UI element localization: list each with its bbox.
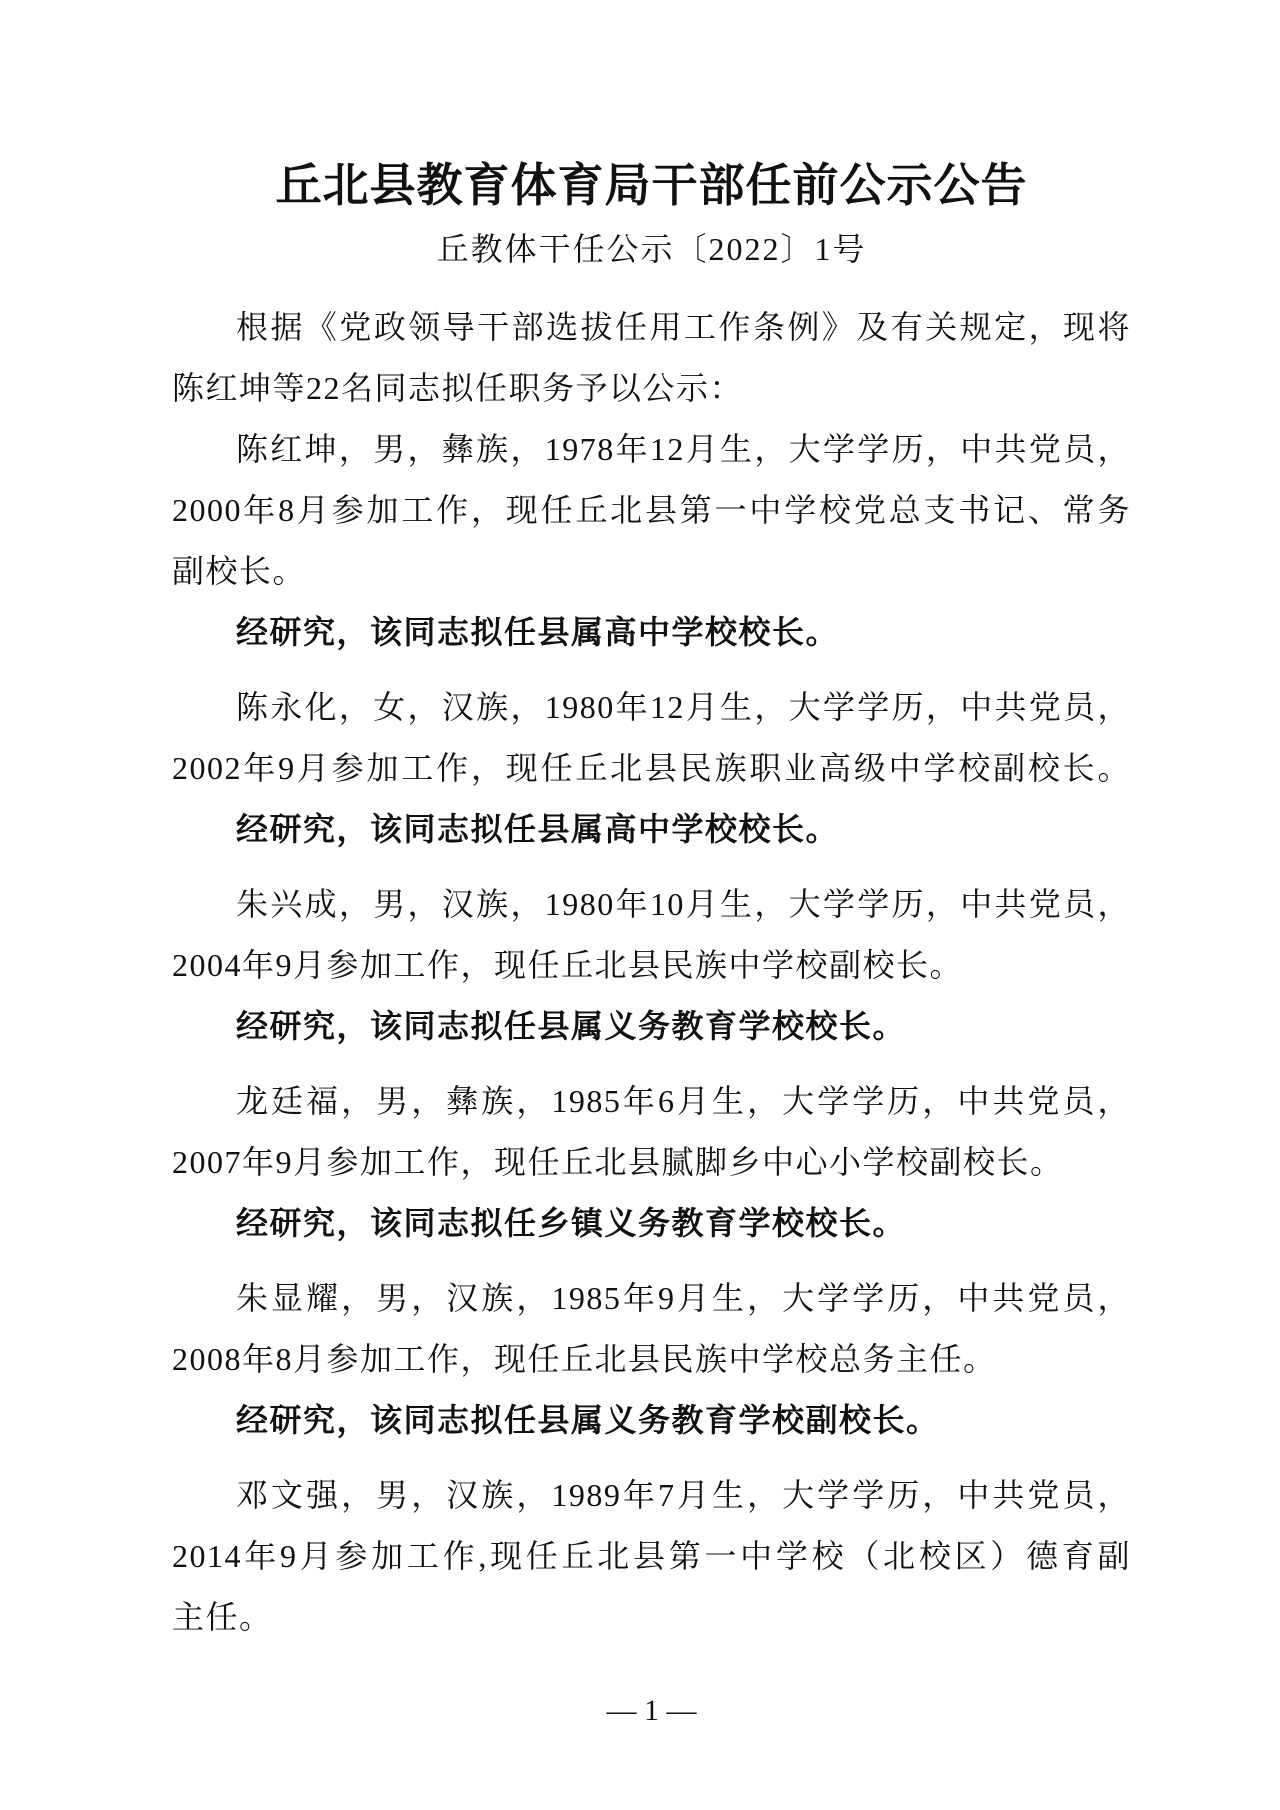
decision-line: 经研究，该同志拟任县属义务教育学校校长。 bbox=[236, 1008, 907, 1044]
document-body bbox=[172, 297, 1131, 1648]
candidate-profile-line: 2008年8月参加工作，现任丘北县民族中学校总务主任。 bbox=[172, 1341, 997, 1377]
candidate-block bbox=[172, 419, 1131, 663]
decision-line: 经研究，该同志拟任县属高中学校校长。 bbox=[236, 811, 840, 847]
candidate-profile-line: 朱兴成，男，汉族，1980年10月生，大学学历，中共党员， bbox=[236, 886, 1131, 922]
candidate-profile-line: 2007年9月参加工作，现任丘北县腻脚乡中心小学校副校长。 bbox=[172, 1144, 1064, 1180]
candidate-block bbox=[172, 677, 1131, 860]
decision-line: 经研究，该同志拟任乡镇义务教育学校校长。 bbox=[236, 1205, 907, 1241]
candidate-profile-line: 2000年8月参加工作，现任丘北县第一中学校党总支书记、常务 bbox=[172, 492, 1131, 528]
page-number: — 1 — bbox=[606, 1694, 697, 1727]
intro-line: 根据《党政领导干部选拔任用工作条例》及有关规定，现将 bbox=[236, 309, 1131, 345]
candidate-block bbox=[172, 874, 1131, 1057]
candidate-profile-line: 陈永化，女，汉族，1980年12月生，大学学历，中共党员， bbox=[236, 689, 1131, 725]
intro-line: 陈红坤等22名同志拟任职务予以公示： bbox=[172, 370, 744, 406]
document-number: 丘教体干任公示〔2022〕1号 bbox=[436, 231, 867, 267]
candidate-block bbox=[172, 1071, 1131, 1254]
candidate-profile-line: 龙廷福，男，彝族，1985年6月生，大学学历，中共党员， bbox=[236, 1083, 1131, 1119]
candidate-profile-line: 朱显耀，男，汉族，1985年9月生，大学学历，中共党员， bbox=[236, 1280, 1131, 1316]
candidate-profile-line: 2004年9月参加工作，现任丘北县民族中学校副校长。 bbox=[172, 947, 964, 983]
candidate-block bbox=[172, 1465, 1131, 1648]
candidate-profile-line: 2002年9月参加工作，现任丘北县民族职业高级中学校副校长。 bbox=[172, 750, 1131, 786]
candidate-profile-line: 2014年9月参加工作,现任丘北县第一中学校（北校区）德育副 bbox=[172, 1538, 1131, 1574]
candidate-profile-line: 副校长。 bbox=[172, 553, 307, 589]
intro-paragraph bbox=[172, 297, 1131, 419]
decision-line: 经研究，该同志拟任县属义务教育学校副校长。 bbox=[236, 1402, 940, 1438]
candidate-profile-line: 主任。 bbox=[172, 1599, 273, 1635]
decision-line: 经研究，该同志拟任县属高中学校校长。 bbox=[236, 614, 840, 650]
document-title: 丘北县教育体育局干部任前公示公告 bbox=[275, 160, 1028, 211]
candidate-profile-line: 邓文强，男，汉族，1989年7月生，大学学历，中共党员， bbox=[236, 1477, 1131, 1513]
candidate-profile-line: 陈红坤，男，彝族，1978年12月生，大学学历，中共党员， bbox=[236, 431, 1131, 467]
candidate-block bbox=[172, 1268, 1131, 1451]
